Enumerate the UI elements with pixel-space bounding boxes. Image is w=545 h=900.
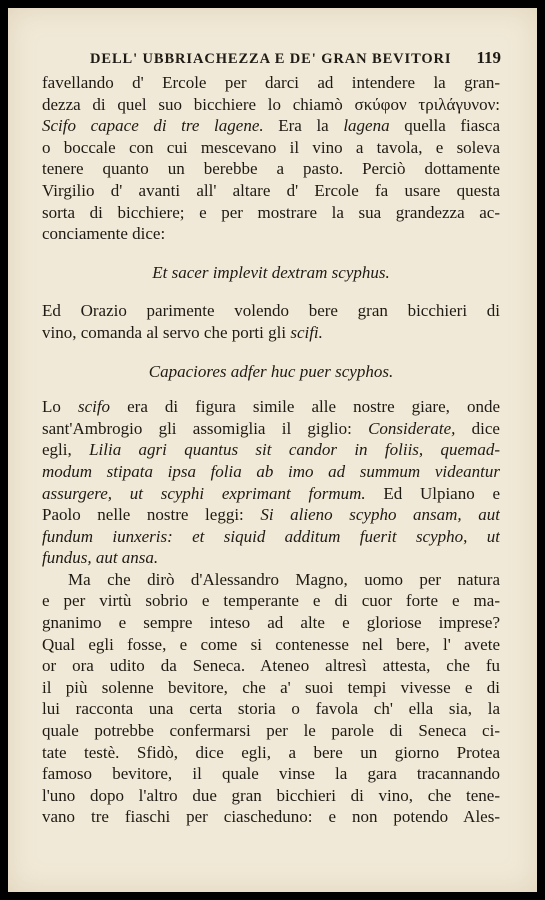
text-run: gnanimo e sempre inteso ad alte e gloriose imprese? bbox=[42, 613, 500, 633]
italic-run: fundum iunxeris: et siquid additum fuerit scypho bbox=[42, 526, 464, 546]
text-line bbox=[42, 396, 500, 418]
running-title: DELL' UBBRIACHEZZA E DE' GRAN BEVITORI bbox=[90, 51, 452, 67]
italic-run: scifi. bbox=[290, 322, 323, 342]
paragraph-hercules bbox=[42, 72, 500, 245]
text-line bbox=[42, 137, 500, 159]
quote-horace: Capaciores adfer huc puer scyphos. bbox=[148, 361, 394, 381]
text-run: Lo bbox=[42, 397, 78, 417]
text-line bbox=[42, 418, 500, 440]
italic-run: ut bbox=[486, 526, 500, 546]
body-text bbox=[42, 72, 500, 828]
text-line bbox=[42, 504, 500, 526]
text-run: Era la bbox=[263, 116, 344, 136]
text-line bbox=[42, 547, 500, 569]
text-line bbox=[42, 590, 500, 612]
text-line bbox=[42, 612, 500, 634]
text-line bbox=[42, 322, 500, 344]
quote-virgil: Et sacer implevit dextram scyphus. bbox=[152, 262, 390, 282]
italic-run: lagena bbox=[343, 116, 390, 136]
italic-run: assurgere, ut scyphi exprimant formum. bbox=[42, 483, 366, 503]
italic-run: fundus, aut ansa. bbox=[42, 548, 159, 568]
text-line bbox=[42, 742, 500, 764]
text-line bbox=[42, 483, 500, 505]
page-number: 119 bbox=[476, 48, 501, 67]
text-line bbox=[42, 461, 500, 483]
text-line bbox=[42, 677, 500, 699]
text-run: tenere quanto un berebbe a pasto. Perciò dottamente bbox=[42, 159, 500, 179]
text-run: egli, bbox=[42, 440, 90, 460]
text-run: sorta di bicchiere; e per mostrare la sua grandezza ac- bbox=[42, 202, 500, 222]
text-line bbox=[42, 806, 500, 828]
text-line bbox=[42, 439, 500, 461]
text-run: o boccale con cui mescevano il vino a tavola, e soleva bbox=[42, 137, 500, 157]
page-header bbox=[46, 48, 501, 70]
text-run: vino, comanda al servo che porti gli bbox=[42, 322, 291, 342]
paragraph-scifo bbox=[42, 396, 500, 569]
text-run: favellando d' Ercole per darci ad intendere la gran- bbox=[42, 73, 500, 92]
text-line bbox=[42, 785, 500, 807]
paragraph-alessandro bbox=[42, 569, 500, 828]
text-run: l'uno dopo l'altro due gran bicchieri di vino, che tene- bbox=[42, 785, 500, 805]
text-run: dice bbox=[455, 418, 500, 438]
text-run: sant'Ambrogio gli assomiglia il giglio: bbox=[42, 418, 369, 438]
italic-run: Considerate, bbox=[368, 418, 456, 438]
text-run: famoso bevitore, il quale vinse la gara tracannando bbox=[42, 764, 500, 784]
paragraph-horace bbox=[42, 300, 500, 343]
text-line bbox=[42, 180, 500, 202]
text-run: quella fiasca bbox=[389, 116, 500, 136]
text-line bbox=[42, 72, 500, 94]
text-run: Ma che dirò d'Alessandro Magno, uomo per natura bbox=[68, 569, 500, 589]
text-run: e per virtù sobrio e temperante e di cuor forte e ma- bbox=[42, 591, 500, 611]
text-run: tate testè. Sfidò, dice egli, a bere un giorno Protea bbox=[42, 742, 500, 762]
italic-run: modum stipata ipsa folia ab imo ad summum videantur bbox=[42, 461, 500, 481]
text-run: Virgilio d' avanti all' altare d' Ercole fa usare questa bbox=[42, 180, 500, 200]
text-line bbox=[42, 223, 500, 245]
text-run: Ed Orazio parimente volendo bere gran bicchieri di bbox=[42, 301, 500, 321]
text-line bbox=[42, 655, 500, 677]
text-run: quale potrebbe confermarsi per le parole di Seneca ci- bbox=[42, 721, 500, 741]
text-line bbox=[42, 569, 500, 591]
text-line bbox=[42, 634, 500, 656]
text-run: era di figura simile alle nostre giare, onde bbox=[110, 397, 500, 417]
italic-run: Lilia agri quantus sit candor in foliis, quemad- bbox=[89, 440, 500, 460]
text-run: lui racconta una certa storia o favola ch' ella sia, la bbox=[42, 699, 500, 719]
text-run: il più solenne bevitore, che a' suoi tempi vivesse e di bbox=[42, 677, 500, 697]
text-run: , bbox=[463, 526, 487, 546]
text-line bbox=[42, 526, 500, 548]
text-run: vano tre fiaschi per ciascheduno: e non potendo Ales- bbox=[42, 807, 500, 827]
text-line bbox=[42, 698, 500, 720]
text-run: or ora udito da Seneca. Ateneo altresì attesta, che fu bbox=[42, 656, 500, 676]
text-run: Paolo nelle nostre leggi: bbox=[42, 505, 261, 525]
text-run: Ed Ulpiano e bbox=[365, 483, 500, 503]
text-run: conciamente dice: bbox=[42, 224, 166, 244]
text-line bbox=[42, 158, 500, 180]
italic-run: scifo bbox=[77, 397, 111, 417]
text-line bbox=[42, 763, 500, 785]
text-line bbox=[42, 202, 500, 224]
text-line bbox=[42, 94, 500, 116]
text-line bbox=[42, 720, 500, 742]
text-run: dezza di quel suo bicchiere lo chiamò σκύφον τριλάγυνον: bbox=[42, 94, 500, 114]
italic-run: Si alieno scypho ansam, aut bbox=[260, 505, 500, 525]
italic-run: Scifo capace di tre lagene. bbox=[42, 116, 264, 136]
text-line bbox=[42, 115, 500, 137]
text-run: Qual egli fosse, e come si contenesse nel bere, l' avete bbox=[42, 634, 500, 654]
text-line bbox=[42, 300, 500, 322]
book-page bbox=[8, 8, 537, 892]
